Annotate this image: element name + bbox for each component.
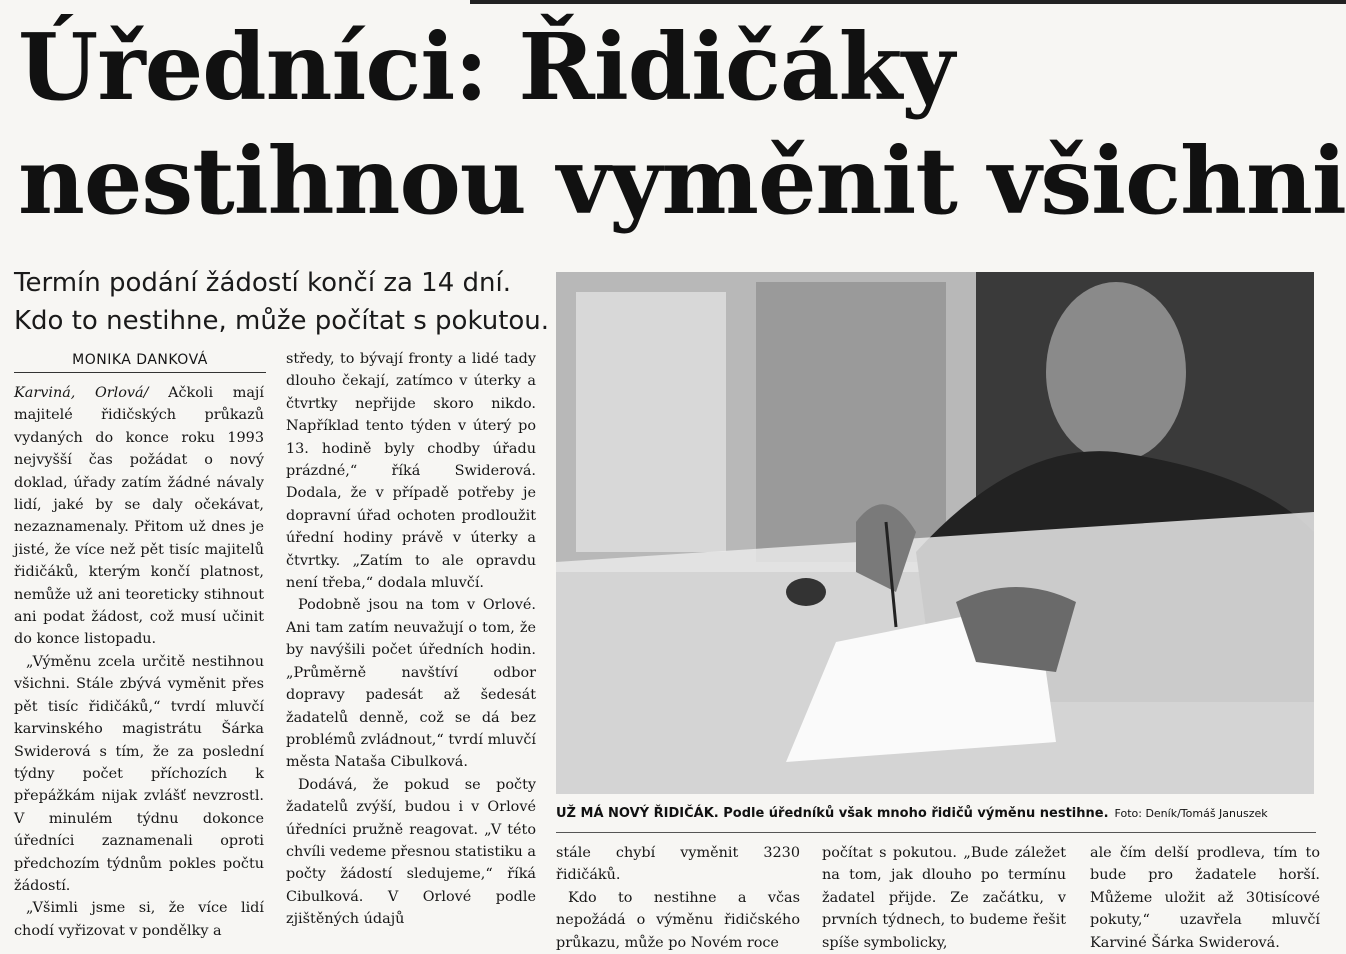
article-column-3 — [556, 842, 800, 954]
paragraph: „Výměnu zcela určitě nestihnou všichni. Stále zbývá vyměnit přes pět tisíc řidičáků,“ tvrdí mluvčí karvinského magistrátu Šárka Swiderová s tím, že za poslední týdny počet příchozích k přepážkám nijak zvlášť nevzrostl. V minulém týdnu dokonce úředníci zaznamenali oproti předchozím týdnům pokles počtu žádostí. — [14, 653, 264, 894]
photo-illustration — [556, 272, 1314, 794]
headline-line-2: nestihnou vyměnit všichni — [18, 127, 1346, 235]
subheadline — [14, 264, 554, 340]
paragraph-text: Ačkoli mají majitelé řidičských průkazů vydaných do konce roku 1993 nejvyšší čas požádat o nový doklad, úřady zatím žádné návaly lidí, jaké by se daly očekávat, nezaznamenaly. Přitom už dnes je jisté, že více než pět tisíc majitelů řidičáků, kterým končí platnost, nemůže už ani teoreticky stihnout ani podat žádost, což musí učinit do konce listopadu. — [14, 385, 264, 648]
caption-lead: UŽ MÁ NOVÝ ŘIDIČÁK. — [556, 806, 719, 821]
article-column-2 — [286, 348, 536, 931]
paragraph: Kdo to nestihne a včas nepožádá o výměnu řidičského průkazu, může po Novém roce — [556, 889, 800, 951]
subhead-line-2: Kdo to nestihne, může počítat s pokutou. — [14, 306, 550, 336]
paragraph: ale čím delší prodleva, tím to bude pro žadatele horší. Můžeme uložit až 30tisícové pokuty,“ uzavřela mluvčí Karviné Šárka Swiderová. — [1090, 845, 1320, 951]
article-column-1 — [14, 382, 264, 942]
photo-credit: Foto: Deník/Tomáš Januszek — [1114, 807, 1268, 820]
caption-text: Podle úředníků však mnoho řidičů výměnu nestihne. — [718, 806, 1109, 821]
article-column-5 — [1090, 842, 1320, 954]
paragraph — [14, 382, 264, 651]
dateline: Karviná, Orlová/ — [14, 385, 149, 401]
paragraph: středy, to bývají fronty a lidé tady dlouho čekají, zatímco v úterky a čtvrtky nepřijde skoro nikdo. Například tento týden v úterý po 13. hodině byly chodby úřadu prázdné,“ říká Swiderová. Dodala, že v případě potřeby je dopravní úřad ochoten prodloužit úřední hodiny právě v úterky a čtvrtky. „Zatím to ale opravdu není třeba,“ dodala mluvčí. — [286, 351, 536, 592]
headline — [18, 10, 1346, 238]
news-photo — [556, 272, 1314, 794]
subhead-line-1: Termín podání žádostí končí za 14 dní. — [14, 268, 511, 298]
paragraph: Dodává, že pokud se počty žadatelů zvýší, budou i v Orlové úředníci pružně reagovat. „V této chvíli vedeme přesnou statistiku a počty žádostí sledujeme,“ říká Cibulková. V Orlové podle zjištěných údajů — [286, 776, 536, 928]
byline: MONIKA DANKOVÁ — [14, 352, 266, 373]
headline-line-1: Úředníci: Řidičáky — [18, 13, 954, 121]
paragraph: Podobně jsou na tom v Orlové. Ani tam zatím neuvažují o tom, že by navýšili počet úředních hodin. „Průměrně navštíví odbor dopravy padesát až šedesát žadatelů denně, což se dá bez problémů zvládnout,“ tvrdí mluvčí města Nataša Cibulková. — [286, 597, 536, 771]
paragraph: počítat s pokutou. „Bude záležet na tom, jak dlouho po termínu žadatel přijde. Ze začátku, v prvních týdnech, to budeme řešit spíše symbolicky, — [822, 845, 1066, 951]
caption-divider — [556, 832, 1316, 833]
article-column-4 — [822, 842, 1066, 954]
paragraph: „Všimli jsme si, že více lidí chodí vyřizovat v pondělky a — [14, 900, 264, 939]
paragraph: stále chybí vyměnit 3230 řidičáků. — [556, 845, 800, 884]
photo-caption — [556, 806, 1316, 821]
top-rule — [470, 0, 1346, 4]
